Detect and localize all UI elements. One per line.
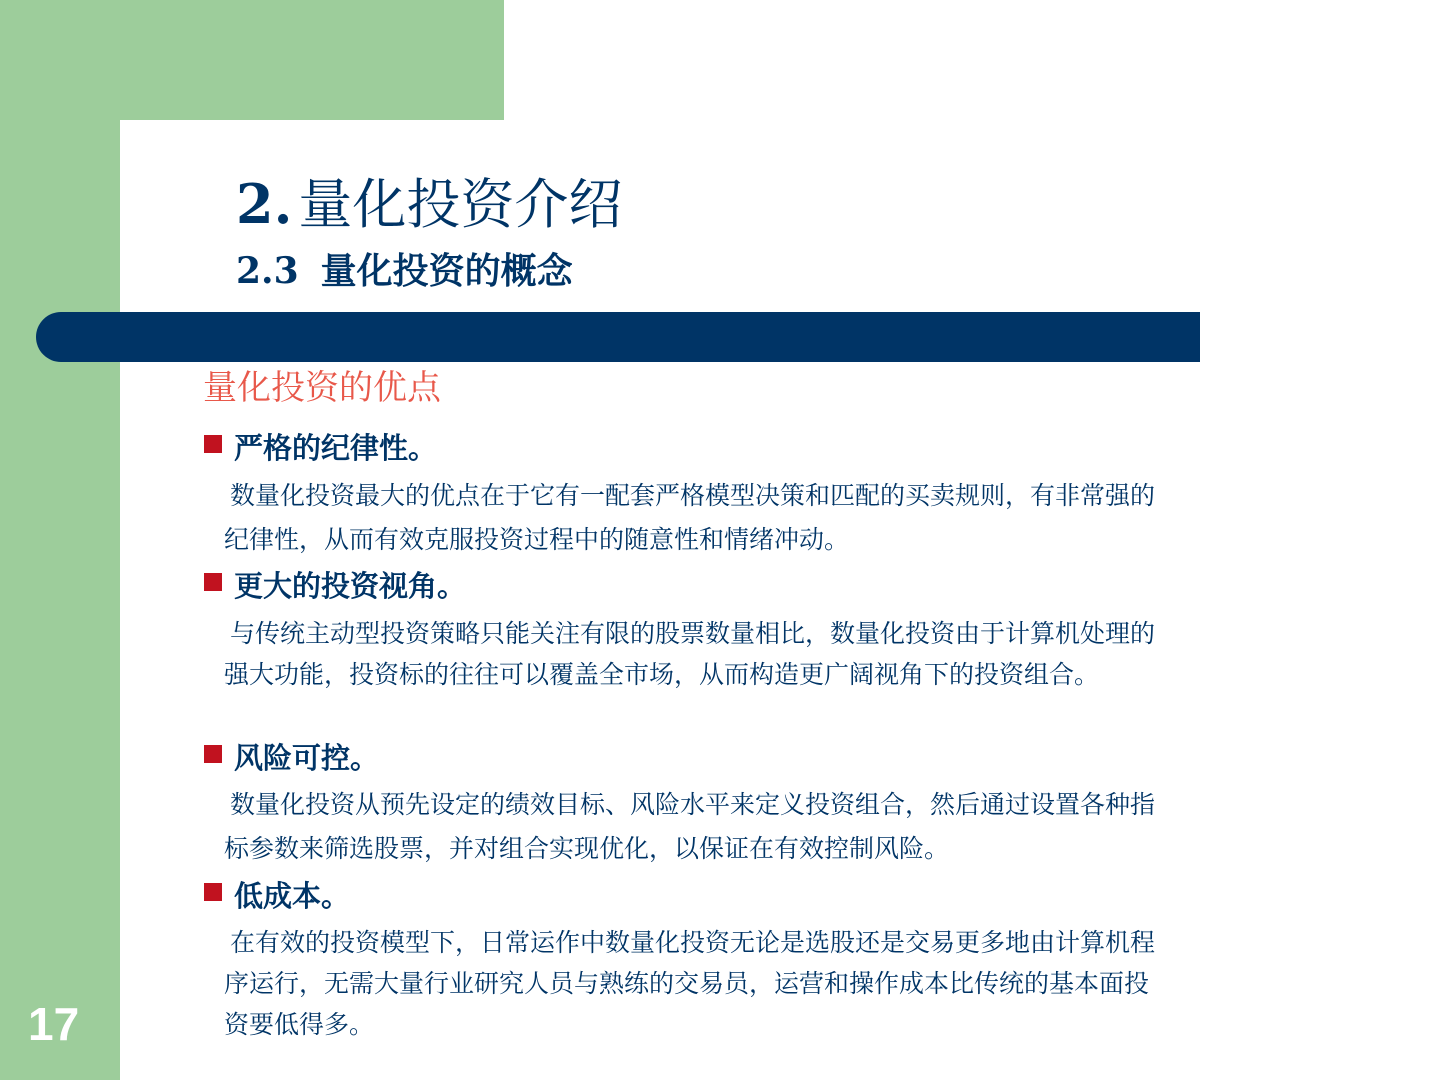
bullet-body: 数量化投资从预先设定的绩效目标、风险水平来定义投资组合，然后通过设置各种指标参数来筛选股票，并对组合实现优化，以保证在有效控制风险。 (224, 790, 1156, 863)
bullet-body: 数量化投资最大的优点在于它有一配套严格模型决策和匹配的买卖规则，有非常强的纪律性，从而有效克服投资过程中的随意性和情绪冲动。 (224, 481, 1156, 554)
slide-subtitle-number: 2.3 (236, 250, 299, 292)
bullet-heading: 风险可控。 (234, 741, 380, 775)
bullet-item-perspective (204, 568, 466, 604)
square-bullet-icon (204, 745, 222, 763)
slide-title-text: 量化投资介绍 (298, 173, 623, 236)
slide-title (236, 168, 622, 241)
section-heading: 量化投资的优点 (203, 368, 441, 408)
square-bullet-icon (204, 883, 222, 901)
bullet-item-cost (204, 878, 350, 914)
square-bullet-icon (204, 435, 222, 453)
bullet-heading: 更大的投资视角。 (234, 569, 467, 603)
slide-subtitle-text: 量化投资的概念 (320, 250, 573, 292)
page-number: 17 (28, 998, 80, 1050)
top-green-band (0, 0, 504, 120)
sidebar-background (0, 0, 120, 1080)
bullet-heading: 严格的纪律性。 (234, 431, 438, 465)
slide-title-number: 2. (236, 172, 293, 236)
bullet-item-risk (204, 740, 379, 776)
bullet-body: 在有效的投资模型下，日常运作中数量化投资无论是选股还是交易更多地由计算机程序运行，无需大量行业研究人员与熟练的交易员，运营和操作成本比传统的基本面投资要低得多。 (224, 928, 1156, 1039)
bullet-heading: 低成本。 (234, 879, 351, 913)
bullet-item-discipline (204, 430, 437, 466)
divider-bar (36, 312, 1200, 362)
square-bullet-icon (204, 573, 222, 591)
bullet-body: 与传统主动型投资策略只能关注有限的股票数量相比，数量化投资由于计算机处理的强大功能，投资标的往往可以覆盖全市场，从而构造更广阔视角下的投资组合。 (224, 619, 1156, 689)
slide-subtitle (236, 246, 573, 296)
